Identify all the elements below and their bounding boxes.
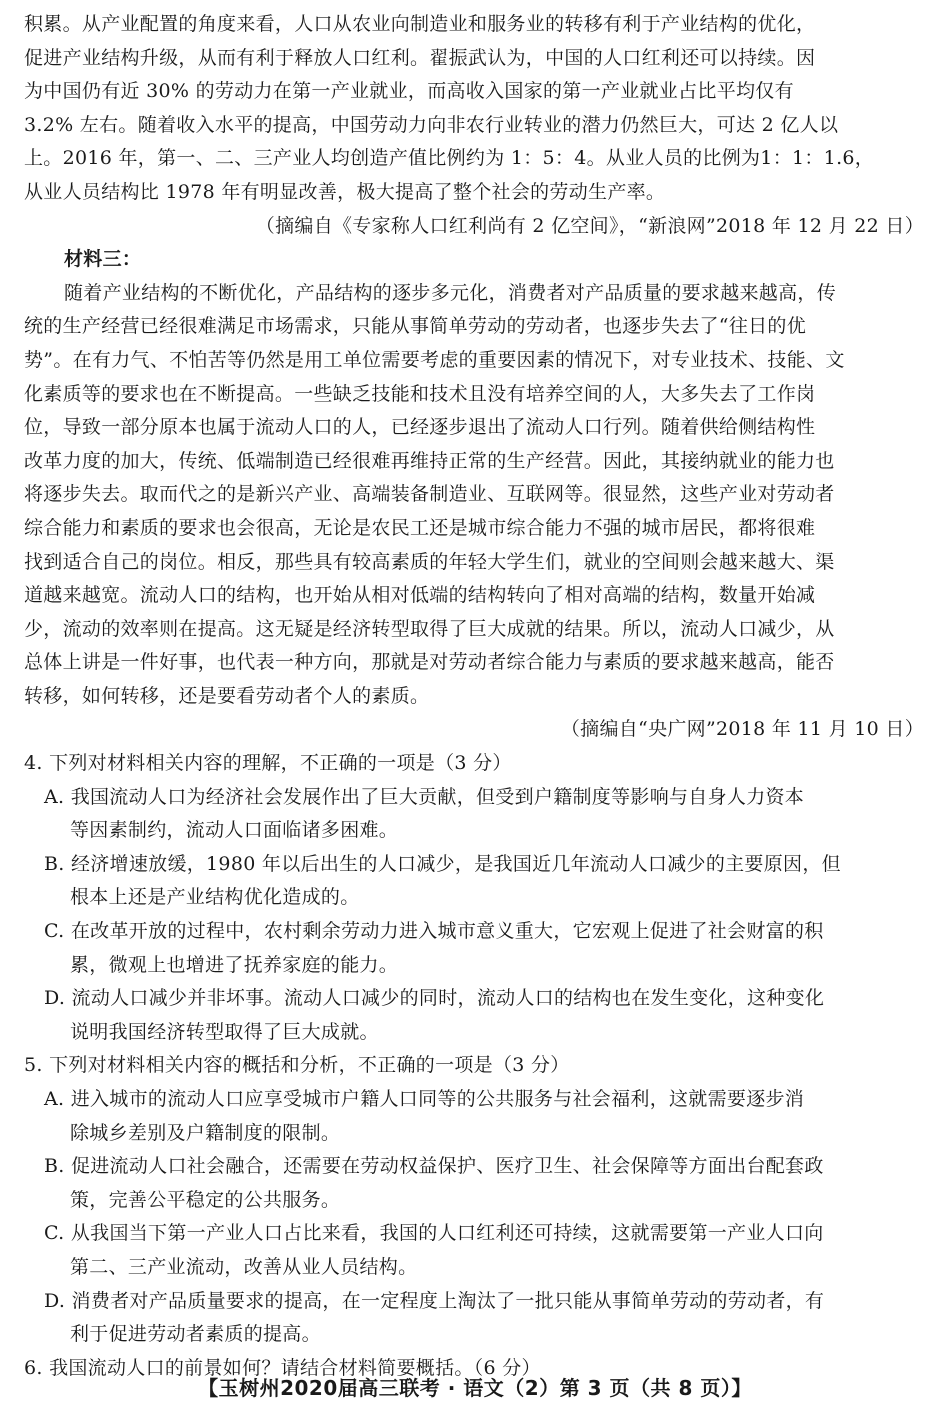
option-d-cont: 利于促进劳动者素质的提高。 — [70, 1323, 321, 1346]
source-citation: （摘编自“央广网”2018 年 11 月 10 日） — [560, 718, 924, 741]
text-line: 少，流动的效率则在提高。这无疑是经济转型取得了巨大成就的结果。所以，流动人口减少，从 — [24, 617, 835, 640]
option-c: C. 从我国当下第一产业人口占比来看，我国的人口红利还可持续，这就需要第一产业人口向 — [44, 1222, 824, 1245]
text-line: 位，导致一部分原本也属于流动人口的人，已经逐步退出了流动人口行列。随着供给侧结构性 — [24, 416, 816, 439]
source-citation: （摘编自《专家称人口红利尚有 2 亿空间》，“新浪网”2018 年 12 月 22 日） — [255, 214, 924, 237]
option-b-cont: 根本上还是产业结构优化造成的。 — [70, 886, 360, 909]
text-line: 总体上讲是一件好事，也代表一种方向，那就是对劳动者综合能力与素质的要求越来越高，能否 — [24, 651, 835, 674]
material3 — [24, 243, 926, 747]
text-line: 势”。在有力气、不怕苦等仍然是用工单位需要考虑的重要因素的情况下，对专业技术、技能、文 — [24, 348, 845, 371]
question-stem: 6. 我国流动人口的前景如何？请结合材料简要概括。（6 分） — [24, 1356, 541, 1379]
text-line: 化素质等的要求也在不断提高。一些缺乏技能和技术且没有培养空间的人，大多失去了工作岗 — [24, 382, 816, 405]
option-c-cont: 第二、三产业流动，改善从业人员结构。 — [70, 1255, 418, 1278]
question-5 — [24, 1049, 926, 1351]
option-b-cont: 策，完善公平稳定的公共服务。 — [70, 1188, 341, 1211]
text-line: 综合能力和素质的要求也会很高，无论是农民工还是城市综合能力不强的城市居民，都将很难 — [24, 516, 816, 539]
option-d: D. 流动人口减少并非坏事。流动人口减少的同时，流动人口的结构也在发生变化，这种变化 — [44, 987, 825, 1010]
text-line: 上。2016 年，第一、二、三产业人均创造产值比例约为 1：5：4。从业人员的比例为1：1：1.6， — [24, 147, 875, 170]
text-line: 改革力度的加大，传统、低端制造已经很难再维持正常的生产经营。因此，其接纳就业的能力也 — [24, 449, 835, 472]
option-c-cont: 累，微观上也增进了抚养家庭的能力。 — [70, 953, 399, 976]
text-line: 转移，如何转移，还是要看劳动者个人的素质。 — [24, 684, 430, 707]
option-a: A. 我国流动人口为经济社会发展作出了巨大贡献，但受到户籍制度等影响与自身人力资本 — [44, 785, 805, 808]
text-line: 促进产业结构升级，从而有利于释放人口红利。翟振武认为，中国的人口红利还可以持续。因 — [24, 46, 816, 69]
option-d-cont: 说明我国经济转型取得了巨大成就。 — [70, 1020, 379, 1043]
text-line: 将逐步失去。取而代之的是新兴产业、高端装备制造业、互联网等。很显然，这些产业对劳动者 — [24, 483, 835, 506]
option-c: C. 在改革开放的过程中，农村剩余劳动力进入城市意义重大，它宏观上促进了社会财富的积 — [44, 920, 824, 943]
option-b: B. 经济增速放缓，1980 年以后出生的人口减少，是我国近几年流动人口减少的主要原因，但 — [44, 852, 841, 875]
text-line: 积累。从产业配置的角度来看，人口从农业向制造业和服务业的转移有利于产业结构的优化， — [24, 13, 816, 35]
text-line: 道越来越宽。流动人口的结构，也开始从相对低端的结构转向了相对高端的结构，数量开始减 — [24, 584, 816, 607]
question-stem: 4. 下列对材料相关内容的理解，不正确的一项是（3 分） — [24, 752, 512, 775]
option-a-cont: 等因素制约，流动人口面临诸多困难。 — [70, 819, 399, 842]
text-line: 从业人员结构比 1978 年有明显改善，极大提高了整个社会的劳动生产率。 — [24, 180, 666, 203]
material2-continuation — [24, 8, 926, 243]
option-a-cont: 除城乡差别及户籍制度的限制。 — [70, 1121, 341, 1144]
text-line: 为中国仍有近 30% 的劳动力在第一产业就业，而高收入国家的第一产业就业占比平均仅有 — [24, 80, 794, 103]
text-line: 3.2% 左右。随着收入水平的提高，中国劳动力向非农行业转业的潜力仍然巨大，可达 2 亿人以 — [24, 113, 839, 136]
text-line: 找到适合自己的岗位。相反，那些具有较高素质的年轻大学生们，就业的空间则会越来越大、渠 — [24, 550, 835, 573]
page-footer: 【玉树州2020届高三联考 · 语文（2）第 3 页（共 8 页）】 — [198, 1376, 752, 1400]
option-d: D. 消费者对产品质量要求的提高，在一定程度上淘汰了一批只能从事简单劳动的劳动者，有 — [44, 1289, 825, 1312]
option-a: A. 进入城市的流动人口应享受城市户籍人口同等的公共服务与社会福利，这就需要逐步消 — [44, 1088, 805, 1110]
section-heading: 材料三： — [64, 248, 142, 271]
text-line: 随着产业结构的不断优化，产品结构的逐步多元化，消费者对产品质量的要求越来越高，传 — [64, 281, 837, 304]
option-b: B. 促进流动人口社会融合，还需要在劳动权益保护、医疗卫生、社会保障等方面出台配套政 — [44, 1155, 824, 1178]
text-line: 统的生产经营已经很难满足市场需求，只能从事简单劳动的劳动者，也逐步失去了“往日的优 — [24, 315, 807, 338]
question-stem: 5. 下列对材料相关内容的概括和分析，不正确的一项是（3 分） — [24, 1054, 570, 1077]
question-4 — [24, 747, 926, 1049]
